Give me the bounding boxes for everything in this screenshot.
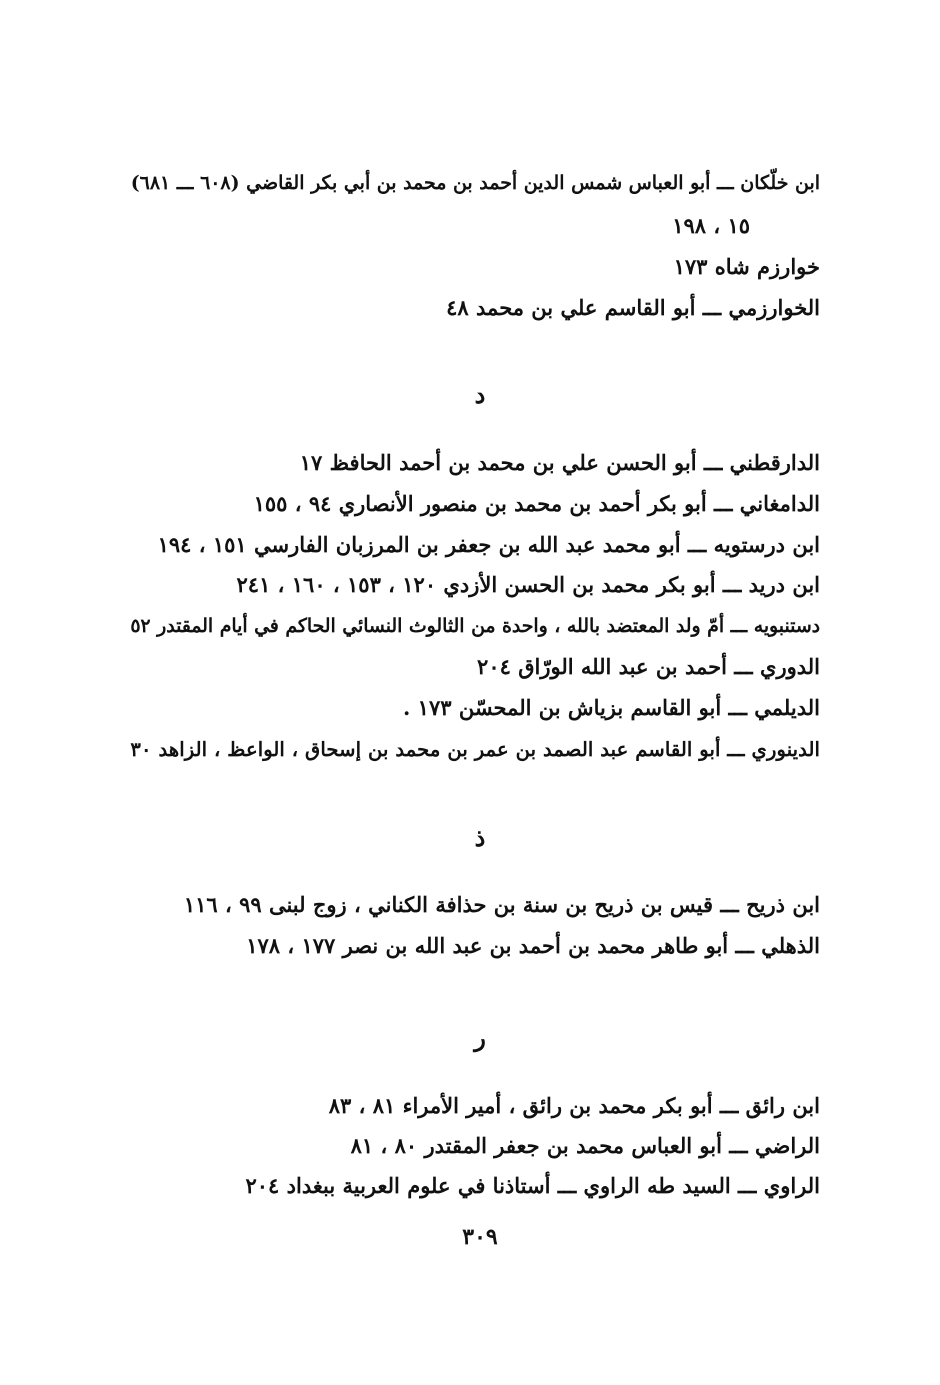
index-entry-ibn-khallikan: ابن خلّكان ـــ أبو العباس شمس الدين أحمد بن محمد بن أبي بكر القاضي (٦٠٨ ـــ ٦٨١) bbox=[130, 172, 820, 194]
index-entry-al-dhuhli: الذهلي ـــ أبو طاهر محمد بن أحمد بن عبد الله بن نصر ١٧٧ ، ١٧٨ bbox=[246, 933, 820, 958]
index-entry-continuation: ١٥ ، ١٩٨ bbox=[672, 213, 750, 238]
index-entry-al-dinawari: الدينوري ـــ أبو القاسم عبد الصمد بن عمر بن محمد بن إسحاق ، الواعظ ، الزاهد ٣٠ bbox=[130, 737, 820, 761]
index-entry-dastanbuyah: دستنبويه ـــ أمّ ولد المعتضد بالله ، واحدة من الثالوث النسائي الحاكم في أيام المقتدر ٥٢ bbox=[130, 615, 820, 637]
index-entry-ibn-durustawayh: ابن درستويه ـــ أبو محمد عبد الله بن جعفر بن المرزبان الفارسي ١٥١ ، ١٩٤ bbox=[157, 532, 820, 557]
index-entry-al-rawi: الراوي ـــ السيد طه الراوي ـــ أستاذنا في علوم العربية ببغداد ٢٠٤ bbox=[245, 1173, 820, 1198]
index-entry-al-damghani: الدامغاني ـــ أبو بكر أحمد بن محمد بن منصور الأنصاري ٩٤ ، ١٥٥ bbox=[253, 491, 820, 516]
index-entry-khwarazm-shah: خوارزم شاه ١٧٣ bbox=[673, 254, 820, 279]
index-entry-al-duri: الدوري ـــ أحمد بن عبد الله الورّاق ٢٠٤ bbox=[477, 654, 820, 679]
page-number: ٣٠٩ bbox=[462, 1224, 498, 1250]
section-letter-dal: د bbox=[474, 380, 486, 409]
index-entry-ibn-durayd: ابن دريد ـــ أبو بكر محمد بن الحسن الأزدي ١٢٠ ، ١٥٣ ، ١٦٠ ، ٢٤١ bbox=[236, 572, 820, 597]
index-entry-ibn-raiq: ابن رائق ـــ أبو بكر محمد بن رائق ، أمير الأمراء ٨١ ، ٨٣ bbox=[328, 1093, 820, 1118]
section-letter-ra: ر bbox=[474, 1023, 486, 1052]
index-entry-ibn-dharih: ابن ذريح ـــ قيس بن ذريح بن سنة بن حذافة الكناني ، زوج لبنى ٩٩ ، ١١٦ bbox=[183, 892, 820, 917]
index-entry-al-khwarazmi: الخوارزمي ـــ أبو القاسم علي بن محمد ٤٨ bbox=[446, 295, 820, 320]
index-entry-al-daraqutni: الدارقطني ـــ أبو الحسن علي بن محمد بن أحمد الحافظ ١٧ bbox=[299, 450, 820, 475]
section-letter-dhal: ذ bbox=[474, 823, 486, 852]
index-entry-al-daylami: الديلمي ـــ أبو القاسم بزياش بن المحسّن ١٧٣ . bbox=[403, 695, 820, 720]
index-entry-al-radi: الراضي ـــ أبو العباس محمد بن جعفر المقتدر ٨٠ ، ٨١ bbox=[350, 1133, 820, 1158]
